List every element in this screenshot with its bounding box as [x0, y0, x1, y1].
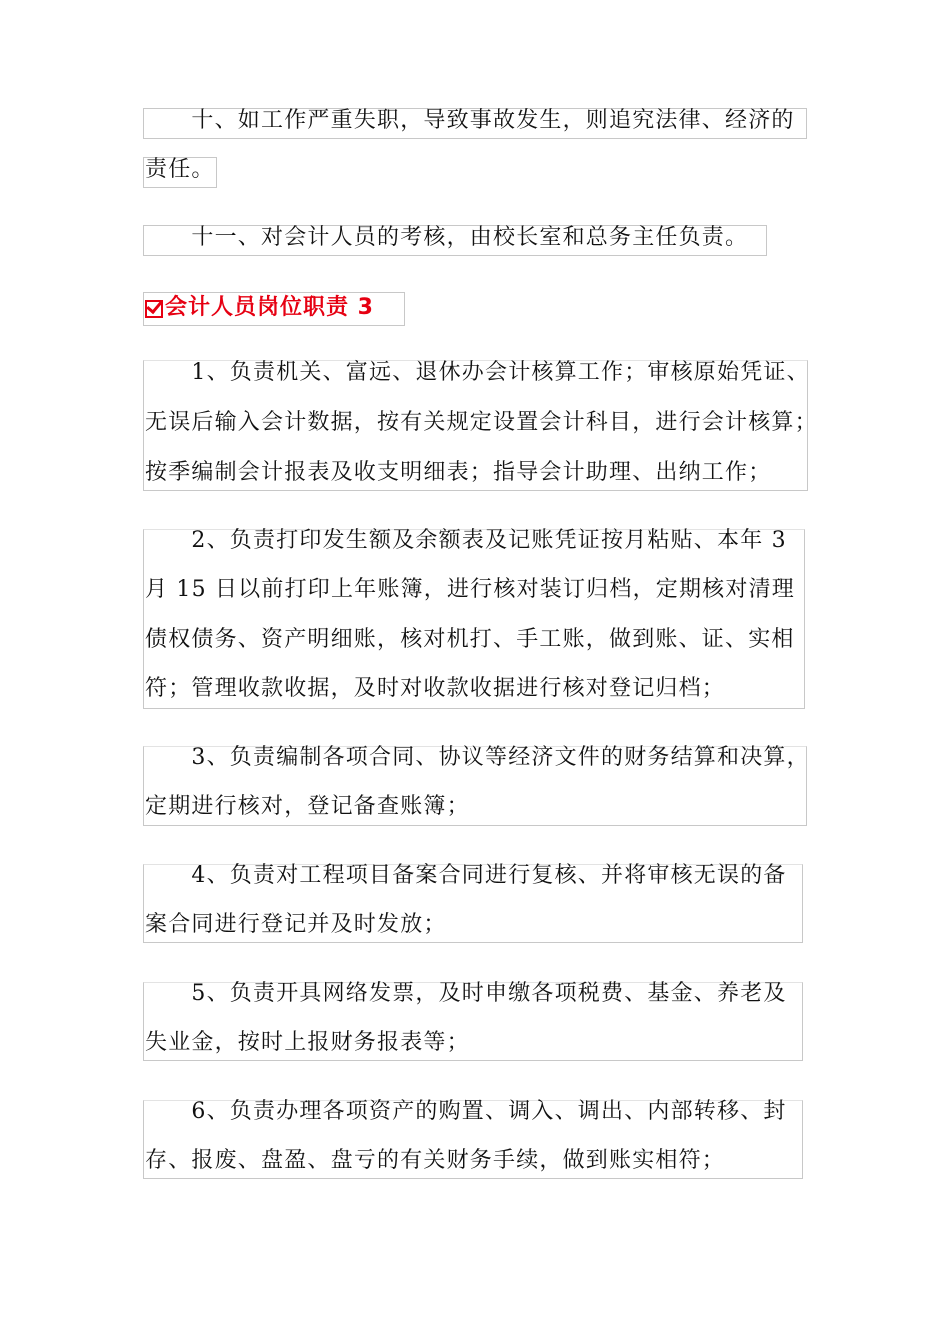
paragraph-line: 月 15 日以前打印上年账簿，进行核对装订归档，定期核对清理	[145, 577, 795, 602]
paragraph-line: 存、报废、盘盈、盘亏的有关财务手续，做到账实相符；	[145, 1148, 726, 1173]
paragraph-line: 无误后输入会计数据，按有关规定设置会计科目，进行会计核算；	[145, 410, 818, 435]
paragraph-line: 6、负责办理各项资产的购置、调入、调出、内部转移、封	[145, 1099, 787, 1124]
paragraph-line: 十一、对会计人员的考核，由校长室和总务主任负责。	[145, 225, 749, 250]
paragraph-line: 案合同进行登记并及时发放；	[145, 912, 447, 937]
paragraph-line: 符；管理收款收据，及时对收款收据进行核对登记归档；	[145, 676, 726, 701]
paragraph-line: 1、负责机关、富远、退休办会计核算工作；审核原始凭证、	[145, 360, 810, 385]
paragraph-line: 2、负责打印发生额及余额表及记账凭证按月粘贴、本年 3	[145, 528, 787, 553]
paragraph-line: 责任。	[145, 157, 215, 182]
section-heading	[145, 285, 374, 325]
paragraph-line: 失业金，按时上报财务报表等；	[145, 1030, 470, 1055]
checkbox-icon	[145, 300, 163, 318]
paragraph-line: 定期进行核对，登记备查账簿；	[145, 794, 470, 819]
paragraph-line: 4、负责对工程项目备案合同进行复核、并将审核无误的备	[145, 863, 787, 888]
paragraph-line: 3、负责编制各项合同、协议等经济文件的财务结算和决算，	[145, 745, 810, 770]
paragraph-line: 十、如工作严重失职，导致事故发生，则追究法律、经济的	[145, 108, 795, 133]
paragraph-line: 按季编制会计报表及收支明细表；指导会计助理、出纳工作；	[145, 460, 772, 485]
heading-text: 会计人员岗位职责 3	[165, 294, 374, 320]
paragraph-line: 5、负责开具网络发票，及时申缴各项税费、基金、养老及	[145, 981, 787, 1006]
paragraph-line: 债权债务、资产明细账，核对机打、手工账，做到账、证、实相	[145, 627, 795, 652]
